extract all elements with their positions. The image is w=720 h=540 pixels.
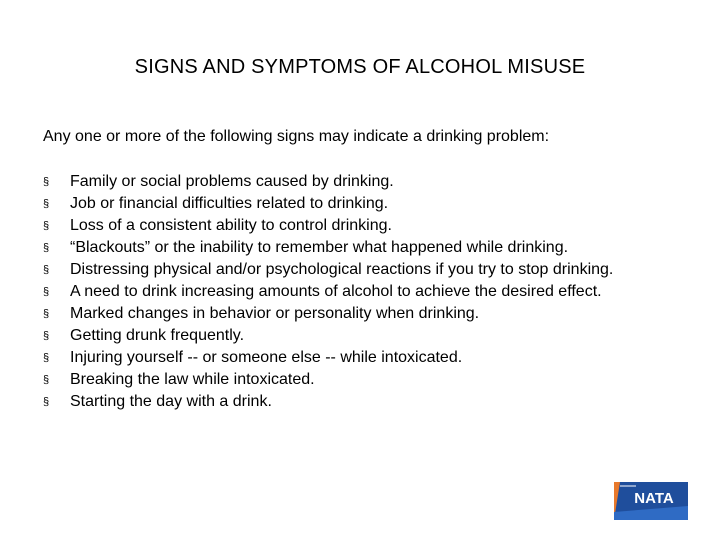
list-item [43,259,613,281]
bullet-icon: § [43,242,50,254]
list-item-text: Family or social problems caused by drinking. [70,173,394,190]
list-item [43,325,613,347]
list-item-text: Getting drunk frequently. [70,327,245,344]
list-item [43,215,613,237]
list-item [43,369,613,391]
slide-title: SIGNS AND SYMPTOMS OF ALCOHOL MISUSE [134,56,586,78]
nata-logo-icon [612,478,692,524]
list-item [43,237,613,259]
bullet-icon: § [43,374,50,386]
bullet-icon: § [43,396,50,408]
list-item-text: Breaking the law while intoxicated. [70,371,315,388]
bullet-icon: § [43,198,50,210]
list-item [43,193,613,215]
logo-text: NATA [634,490,674,507]
list-item-text: Starting the day with a drink. [70,393,272,410]
list-item-text: A need to drink increasing amounts of alcohol to achieve the desired effect. [70,283,602,300]
bullet-icon: § [43,176,50,188]
list-item [43,303,613,325]
list-item [43,171,613,193]
intro-text: Any one or more of the following signs may indicate a drinking problem: [43,128,550,145]
list-item-text: Distressing physical and/or psychological reactions if you try to stop drinking. [70,261,614,278]
list-item-text: “Blackouts” or the inability to remember what happened while drinking. [70,239,569,256]
list-item-text: Injuring yourself -- or someone else -- while intoxicated. [70,349,463,366]
list-item [43,391,613,413]
list-item-text: Marked changes in behavior or personality when drinking. [70,305,480,322]
list-item-text: Loss of a consistent ability to control drinking. [70,217,392,234]
list-item-text: Job or financial difficulties related to drinking. [70,195,389,212]
bullet-icon: § [43,330,50,342]
bullet-icon: § [43,308,50,320]
symptom-list [43,171,613,413]
bullet-icon: § [43,286,50,298]
list-item [43,281,613,303]
bullet-icon: § [43,264,50,276]
bullet-icon: § [43,220,50,232]
list-item [43,347,613,369]
bullet-icon: § [43,352,50,364]
